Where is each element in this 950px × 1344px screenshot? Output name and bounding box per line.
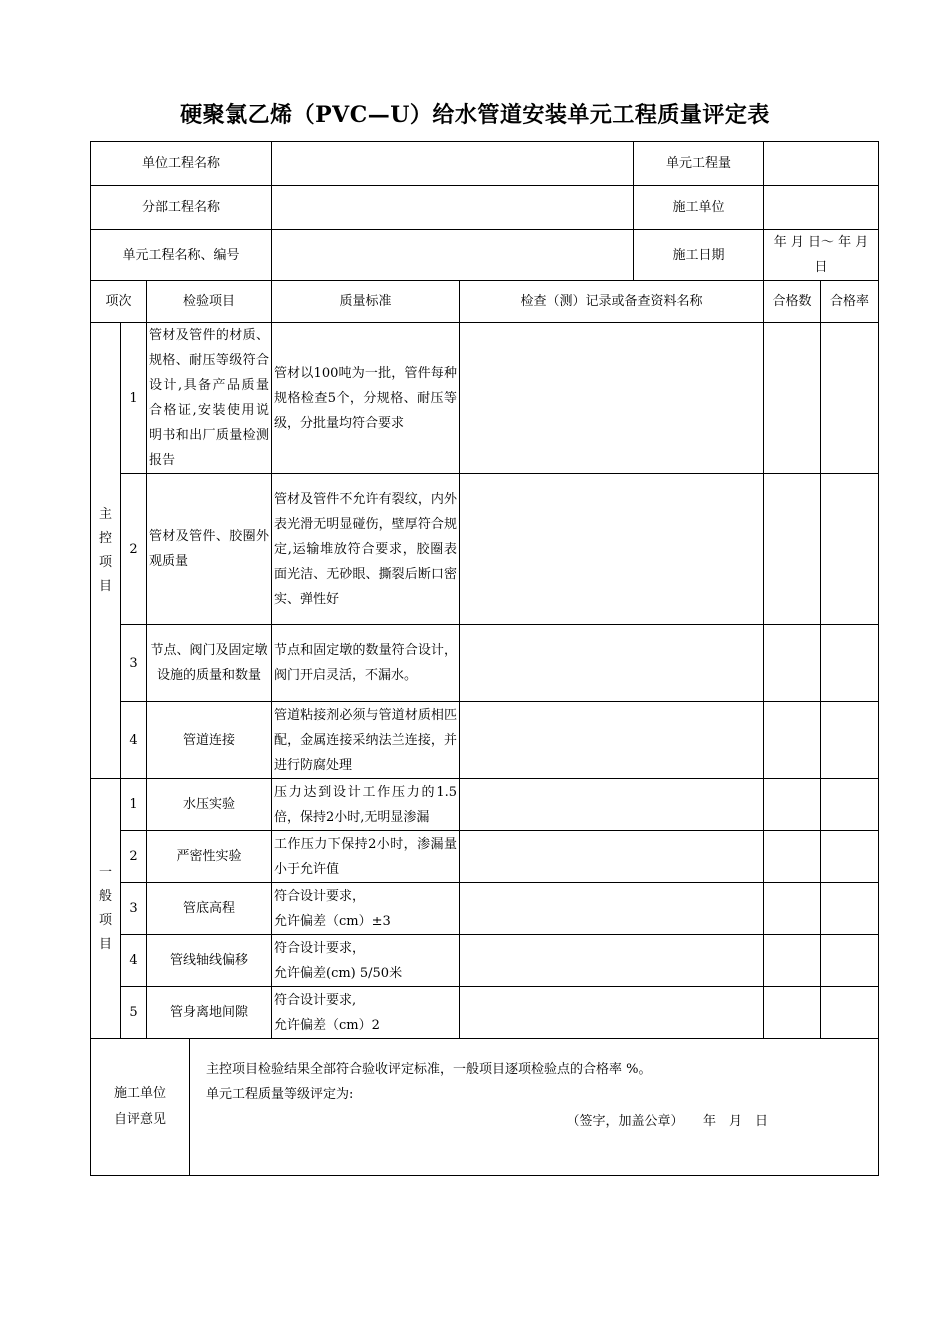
item-number: 5 — [121, 987, 147, 1039]
page-title: 硬聚氯乙烯（PVC—U）给水管道安装单元工程质量评定表 — [180, 102, 770, 128]
quality-assessment-table — [90, 141, 879, 1176]
col-pass-count: 合格数 — [764, 281, 821, 323]
construction-unit-label: 施工单位 — [634, 186, 764, 230]
col-pass-rate: 合格率 — [821, 281, 879, 323]
assessment-grade: 单元工程质量等级评定为: — [206, 1087, 354, 1102]
table-row — [91, 323, 879, 474]
general-group-label: 一 般 项 目 — [91, 779, 121, 1039]
standard-line: 符合设计要求, — [274, 992, 357, 1008]
quality-standard: 管材以100吨为一批，管件每种规格检查5个，分规格、耐压等级，分批量均符合要求 — [272, 323, 460, 474]
pass-count-cell[interactable] — [764, 625, 821, 702]
table-row — [91, 935, 879, 987]
pass-rate-cell[interactable] — [821, 779, 879, 831]
table-row — [91, 474, 879, 625]
inspection-item: 管材及管件的材质、规格、耐压等级符合设计,具备产品质量合格证,安装使用说明书和出厂质量检测报告 — [147, 323, 272, 474]
quality-standard: 管材及管件不允许有裂纹，内外表光滑无明显碰伤，壁厚符合规定,运输堆放符合要求，胶圈表面光洁、无砂眼、撕裂后断口密实、弹性好 — [272, 474, 460, 625]
division-project-label: 分部工程名称 — [91, 186, 272, 230]
record-cell[interactable] — [460, 987, 764, 1039]
unit-project-value[interactable] — [272, 142, 634, 186]
col-inspection-item: 检验项目 — [147, 281, 272, 323]
signature-line: （签字，加盖公章） 年 月 日 — [566, 1114, 768, 1129]
pass-count-cell[interactable] — [764, 702, 821, 779]
division-project-value[interactable] — [272, 186, 634, 230]
item-number: 1 — [121, 779, 147, 831]
record-cell[interactable] — [460, 831, 764, 883]
standard-line: 符合设计要求， — [274, 888, 366, 904]
quality-standard: 工作压力下保持2小时，渗漏量小于允许值 — [272, 831, 460, 883]
inspection-item: 水压实验 — [147, 779, 272, 831]
construction-date-label: 施工日期 — [634, 230, 764, 281]
pass-count-cell[interactable] — [764, 323, 821, 474]
quality-standard: 压力达到设计工作压力的1.5倍，保持2小时,无明显渗漏 — [272, 779, 460, 831]
item-number: 4 — [121, 702, 147, 779]
pass-rate-cell[interactable] — [821, 935, 879, 987]
pass-count-cell[interactable] — [764, 779, 821, 831]
pass-rate-cell[interactable] — [821, 831, 879, 883]
item-number: 1 — [121, 323, 147, 474]
pass-rate-cell[interactable] — [821, 323, 879, 474]
assessment-text: 主控项目检验结果全部符合验收评定标准，一般项目逐项检验点的合格率 %。 — [206, 1062, 652, 1077]
quality-standard: 节点和固定墩的数量符合设计，阀门开启灵活，不漏水。 — [272, 625, 460, 702]
unit-project-label: 单位工程名称 — [91, 142, 272, 186]
record-cell[interactable] — [460, 323, 764, 474]
record-cell[interactable] — [460, 702, 764, 779]
col-quality-standard: 质量标准 — [272, 281, 460, 323]
inspection-item: 管线轴线偏移 — [147, 935, 272, 987]
self-assessment-body[interactable] — [190, 1039, 878, 1175]
self-assessment-label: 施工单位 自评意见 — [91, 1039, 190, 1175]
self-assessment-section — [91, 1039, 879, 1176]
standard-line: 允许偏差(cm) 5/50米 — [274, 965, 403, 981]
pass-count-cell[interactable] — [764, 883, 821, 935]
pass-rate-cell[interactable] — [821, 702, 879, 779]
record-cell[interactable] — [460, 779, 764, 831]
record-cell[interactable] — [460, 625, 764, 702]
pass-count-cell[interactable] — [764, 935, 821, 987]
table-row — [91, 883, 879, 935]
quality-standard — [272, 935, 460, 987]
table-row — [91, 987, 879, 1039]
main-group-label: 主 控 项 目 — [91, 323, 121, 779]
pass-rate-cell[interactable] — [821, 987, 879, 1039]
quality-standard: 管道粘接剂必须与管道材质相匹配，金属连接采纳法兰连接，并进行防腐处理 — [272, 702, 460, 779]
standard-line: 符合设计要求， — [274, 940, 366, 956]
element-name-value[interactable] — [272, 230, 634, 281]
pass-count-cell[interactable] — [764, 831, 821, 883]
item-number: 3 — [121, 883, 147, 935]
quality-standard — [272, 883, 460, 935]
standard-line: 允许偏差（cm）±3 — [274, 913, 391, 929]
record-cell[interactable] — [460, 883, 764, 935]
table-row — [91, 625, 879, 702]
item-number: 2 — [121, 474, 147, 625]
pass-rate-cell[interactable] — [821, 883, 879, 935]
quality-standard — [272, 987, 460, 1039]
unit-quantity-value[interactable] — [764, 142, 879, 186]
item-number: 2 — [121, 831, 147, 883]
construction-date-value: 年 月 日～ 年 月 日 — [764, 230, 879, 281]
standard-line: 允许偏差（cm）2 — [274, 1017, 380, 1033]
construction-unit-value[interactable] — [764, 186, 879, 230]
table-row — [91, 831, 879, 883]
item-number: 3 — [121, 625, 147, 702]
inspection-item: 节点、阀门及固定墩设施的质量和数量 — [147, 625, 272, 702]
record-cell[interactable] — [460, 474, 764, 625]
inspection-item: 严密性实验 — [147, 831, 272, 883]
pass-rate-cell[interactable] — [821, 625, 879, 702]
pass-rate-cell[interactable] — [821, 474, 879, 625]
inspection-item: 管道连接 — [147, 702, 272, 779]
inspection-item: 管身离地间隙 — [147, 987, 272, 1039]
col-records: 检查（测）记录或备查资料名称 — [460, 281, 764, 323]
table-row — [91, 779, 879, 831]
unit-quantity-label: 单元工程量 — [634, 142, 764, 186]
record-cell[interactable] — [460, 935, 764, 987]
item-number: 4 — [121, 935, 147, 987]
col-item-no: 项次 — [91, 281, 147, 323]
pass-count-cell[interactable] — [764, 474, 821, 625]
pass-count-cell[interactable] — [764, 987, 821, 1039]
table-row — [91, 702, 879, 779]
inspection-item: 管底高程 — [147, 883, 272, 935]
element-name-label: 单元工程名称、编号 — [91, 230, 272, 281]
inspection-item: 管材及管件、胶圈外观质量 — [147, 474, 272, 625]
